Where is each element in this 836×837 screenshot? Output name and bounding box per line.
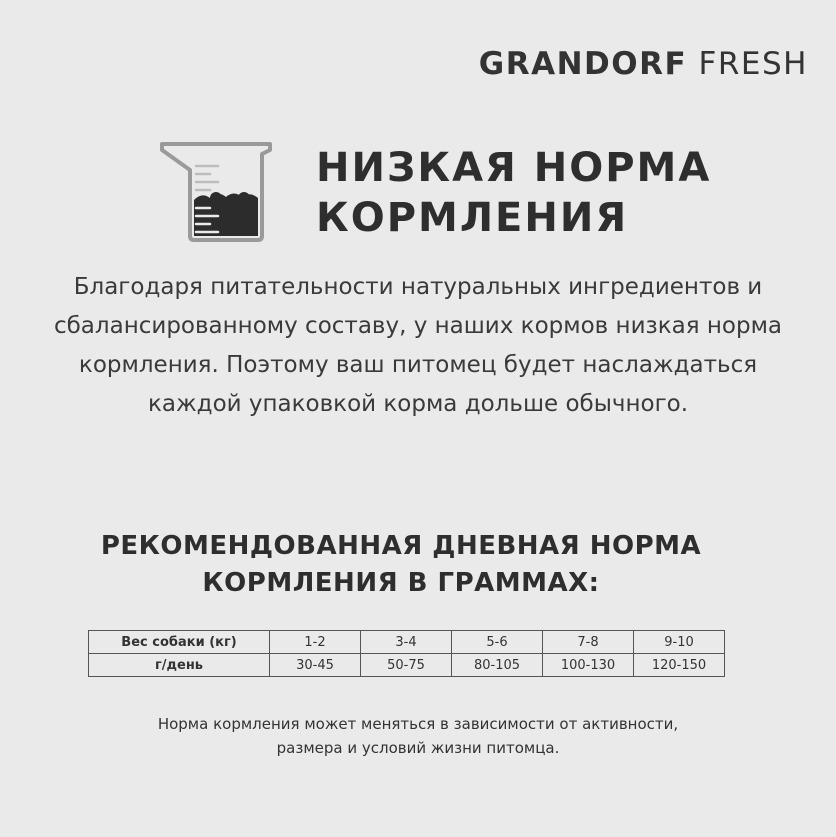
footnote-line-2: размера и условий жизни питомца.: [276, 739, 560, 757]
description-paragraph: [0, 268, 836, 424]
table-cell: 100-130: [543, 654, 634, 677]
description-line: сбалансированному составу, у наших кормов низкая норма: [53, 313, 783, 339]
footnote: [0, 712, 836, 760]
table-cell: 1-2: [270, 631, 361, 654]
section-heading-line-1: РЕКОМЕНДОВАННАЯ ДНЕВНАЯ НОРМА: [100, 531, 702, 561]
table-cell: 3-4: [361, 631, 452, 654]
footnote-line-1: Норма кормления может меняться в зависимости от активности,: [157, 715, 679, 733]
table-row-label: г/день: [89, 654, 270, 677]
table-cell: 30-45: [270, 654, 361, 677]
section-heading-line-2: КОРМЛЕНИЯ В ГРАММАХ:: [202, 568, 600, 598]
brand-logo: [479, 46, 808, 82]
table-cell: 50-75: [361, 654, 452, 677]
description-line: каждой упаковкой корма дольше обычного.: [147, 391, 689, 417]
page-title-line-2: КОРМЛЕНИЯ: [316, 195, 629, 241]
description-line: кормления. Поэтому ваш питомец будет наслаждаться: [78, 352, 758, 378]
description-line: Благодаря питательности натуральных ингредиентов и: [73, 274, 763, 300]
table-row-label: Вес собаки (кг): [89, 631, 270, 654]
brand-name-bold: GRANDORF: [478, 46, 688, 82]
brand-name-light: FRESH: [698, 46, 808, 82]
page-title-line-1: НИЗКАЯ НОРМА: [316, 145, 712, 191]
table-row: [89, 631, 725, 654]
table-cell: 120-150: [634, 654, 725, 677]
measuring-cup-icon: [158, 140, 278, 250]
section-heading: [0, 528, 802, 602]
table-cell: 5-6: [452, 631, 543, 654]
table-cell: 9-10: [634, 631, 725, 654]
table-cell: 7-8: [543, 631, 634, 654]
table-cell: 80-105: [452, 654, 543, 677]
table-row: [89, 654, 725, 677]
page-title: [316, 143, 711, 243]
feeding-table: [88, 630, 725, 677]
